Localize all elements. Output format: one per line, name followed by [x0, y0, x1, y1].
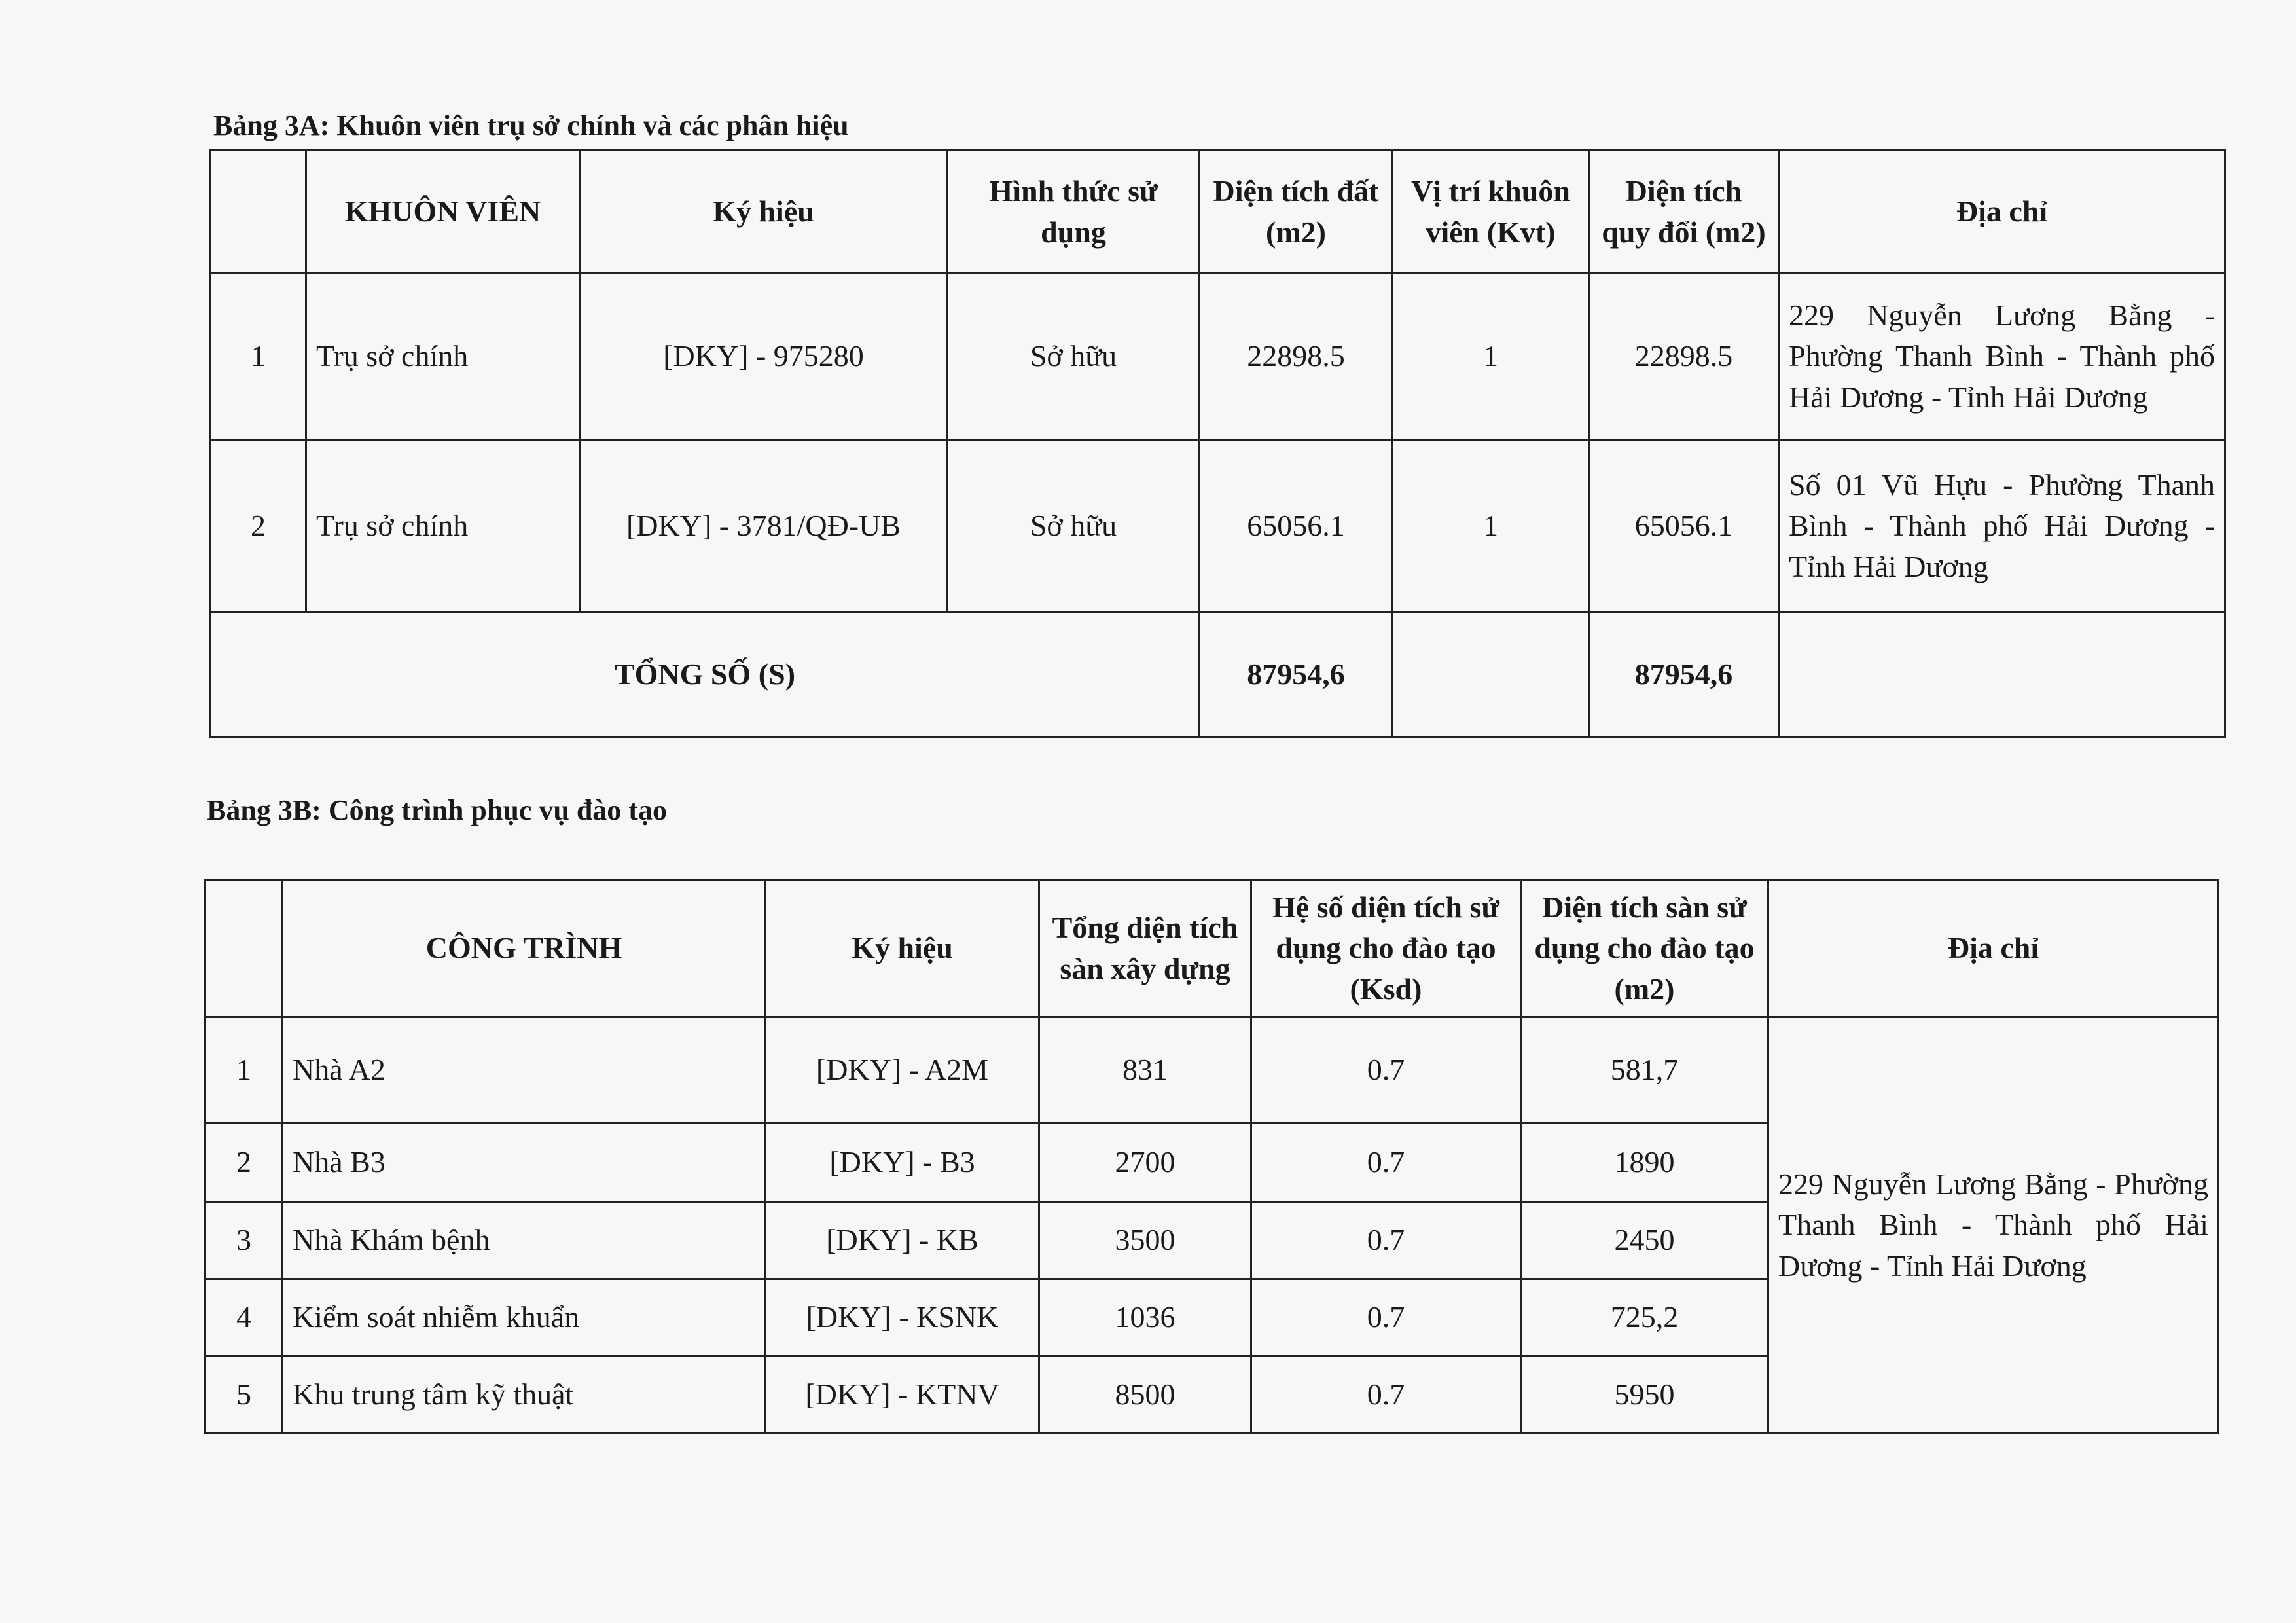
row-building: Nhà Khám bệnh [283, 1202, 766, 1279]
row-code: [DKY] - KTNV [766, 1357, 1039, 1434]
row-no: 1 [211, 274, 306, 440]
row-building: Nhà A2 [283, 1017, 766, 1123]
header-floor-area: Tổng diện tích sàn xây dựng [1039, 880, 1251, 1017]
header-ksd: Hệ số diện tích sử dụng cho đào tạo (Ksd) [1251, 880, 1521, 1017]
row-no: 2 [211, 440, 306, 613]
row-floor-area: 1036 [1039, 1279, 1251, 1357]
header-code: Ký hiệu [580, 151, 948, 274]
row-floor-area: 3500 [1039, 1202, 1251, 1279]
header-land-area: Diện tích đất (m2) [1200, 151, 1393, 274]
row-address: Số 01 Vũ Hựu - Phường Thanh Bình - Thành phố Hải Dương - Tỉnh Hải Dương [1779, 440, 2225, 613]
table-3a [209, 149, 2226, 738]
row-building: Nhà B3 [283, 1123, 766, 1202]
row-usage: Sở hữu [948, 440, 1200, 613]
header-training-area: Diện tích sàn sử dụng cho đào tạo (m2) [1521, 880, 1768, 1017]
row-address: 229 Nguyễn Lương Bằng - Phường Thanh Bình - Thành phố Hải Dương - Tỉnh Hải Dương [1768, 1017, 2219, 1434]
table-3b-header-row [206, 880, 2219, 1017]
row-code: [DKY] - 3781/QĐ-UB [580, 440, 948, 613]
total-label: TỔNG SỐ (S) [211, 613, 1200, 737]
table-row [211, 440, 2225, 613]
row-no: 5 [206, 1357, 283, 1434]
header-converted-area: Diện tích quy đổi (m2) [1589, 151, 1779, 274]
row-floor-area: 8500 [1039, 1357, 1251, 1434]
row-no: 2 [206, 1123, 283, 1202]
header-usage: Hình thức sử dụng [948, 151, 1200, 274]
row-code: [DKY] - A2M [766, 1017, 1039, 1123]
row-training-area: 581,7 [1521, 1017, 1768, 1123]
table-3b-caption: Bảng 3B: Công trình phục vụ đào tạo [207, 794, 667, 826]
row-training-area: 5950 [1521, 1357, 1768, 1434]
total-land-area: 87954,6 [1200, 613, 1393, 737]
table-row [211, 274, 2225, 440]
table-3a-total-row [211, 613, 2225, 737]
row-code: [DKY] - B3 [766, 1123, 1039, 1202]
table-row [206, 1017, 2219, 1123]
row-no: 1 [206, 1017, 283, 1123]
table-3a-header-row [211, 151, 2225, 274]
row-code: [DKY] - 975280 [580, 274, 948, 440]
table-3a-caption: Bảng 3A: Khuôn viên trụ sở chính và các phân hiệu [213, 109, 849, 141]
row-ksd: 0.7 [1251, 1357, 1521, 1434]
total-address [1779, 613, 2225, 737]
header-building: CÔNG TRÌNH [283, 880, 766, 1017]
header-address: Địa chỉ [1768, 880, 2219, 1017]
row-converted-area: 22898.5 [1589, 274, 1779, 440]
row-usage: Sở hữu [948, 274, 1200, 440]
header-campus: KHUÔN VIÊN [306, 151, 580, 274]
row-training-area: 725,2 [1521, 1279, 1768, 1357]
header-position: Vị trí khuôn viên (Kvt) [1393, 151, 1589, 274]
row-ksd: 0.7 [1251, 1123, 1521, 1202]
row-campus: Trụ sở chính [306, 440, 580, 613]
row-campus: Trụ sở chính [306, 274, 580, 440]
table-3b [204, 879, 2219, 1434]
header-no [211, 151, 306, 274]
header-code: Ký hiệu [766, 880, 1039, 1017]
row-land-area: 65056.1 [1200, 440, 1393, 613]
row-no: 4 [206, 1279, 283, 1357]
row-code: [DKY] - KSNK [766, 1279, 1039, 1357]
row-ksd: 0.7 [1251, 1279, 1521, 1357]
header-no [206, 880, 283, 1017]
row-building: Kiểm soát nhiễm khuẩn [283, 1279, 766, 1357]
header-address: Địa chỉ [1779, 151, 2225, 274]
row-position: 1 [1393, 440, 1589, 613]
row-position: 1 [1393, 274, 1589, 440]
row-training-area: 2450 [1521, 1202, 1768, 1279]
row-address: 229 Nguyễn Lương Bằng - Phường Thanh Bình - Thành phố Hải Dương - Tỉnh Hải Dương [1779, 274, 2225, 440]
row-floor-area: 2700 [1039, 1123, 1251, 1202]
row-no: 3 [206, 1202, 283, 1279]
row-ksd: 0.7 [1251, 1202, 1521, 1279]
total-position [1393, 613, 1589, 737]
row-ksd: 0.7 [1251, 1017, 1521, 1123]
row-code: [DKY] - KB [766, 1202, 1039, 1279]
row-floor-area: 831 [1039, 1017, 1251, 1123]
row-land-area: 22898.5 [1200, 274, 1393, 440]
row-building: Khu trung tâm kỹ thuật [283, 1357, 766, 1434]
row-converted-area: 65056.1 [1589, 440, 1779, 613]
row-training-area: 1890 [1521, 1123, 1768, 1202]
total-converted-area: 87954,6 [1589, 613, 1779, 737]
